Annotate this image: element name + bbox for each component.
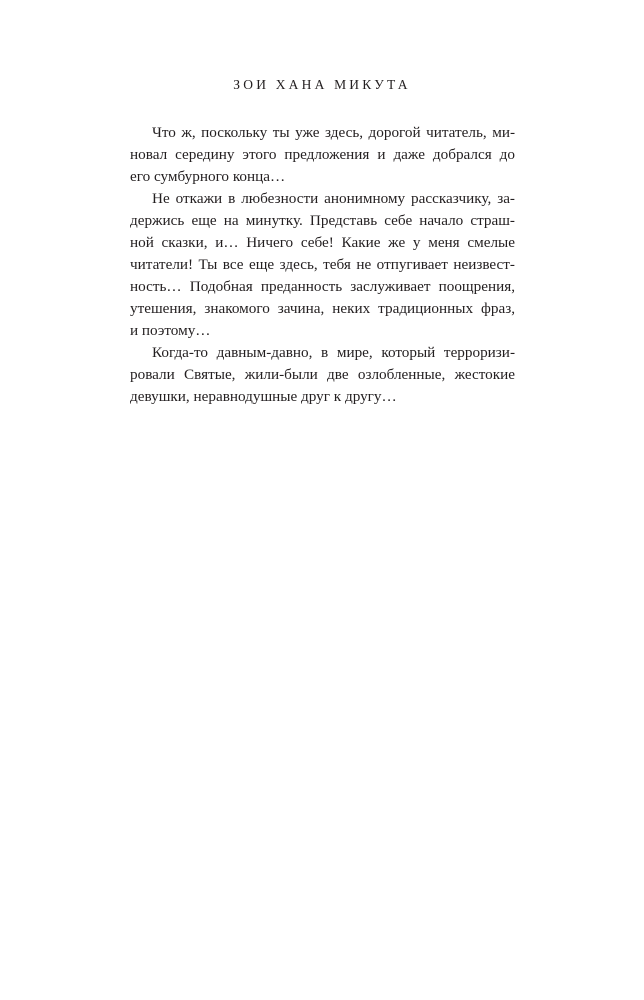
paragraph (130, 188, 515, 342)
paragraph (130, 122, 515, 188)
text-line: держись еще на минутку. Представь себе начало страш- (130, 212, 515, 229)
text-line: девушки, неравнодушные друг к другу… (130, 388, 397, 405)
body-text (130, 122, 515, 408)
paragraph (130, 342, 515, 408)
running-head: ЗОИ ХАНА МИКУТА (233, 77, 411, 92)
text-line: Что ж, поскольку ты уже здесь, дорогой читатель, ми- (152, 124, 515, 141)
text-line: утешения, знакомого зачина, неких традиционных фраз, (130, 300, 515, 317)
text-line: ность… Подобная преданность заслуживает поощрения, (130, 278, 515, 295)
text-line: Не откажи в любезности анонимному рассказчику, за- (152, 190, 515, 207)
text-line: ровали Святые, жили-были две озлобленные, жестокие (130, 366, 515, 383)
text-line: Когда-то давным-давно, в мире, который терроризи- (152, 344, 515, 361)
text-line: и поэтому… (130, 322, 211, 339)
text-line: читатели! Ты все еще здесь, тебя не отпугивает неизвест- (130, 256, 515, 273)
text-line: ной сказки, и… Ничего себе! Какие же у меня смелые (130, 234, 515, 251)
text-line: новал середину этого предложения и даже добрался до (130, 146, 515, 163)
text-line: его сумбурного конца… (130, 168, 286, 185)
